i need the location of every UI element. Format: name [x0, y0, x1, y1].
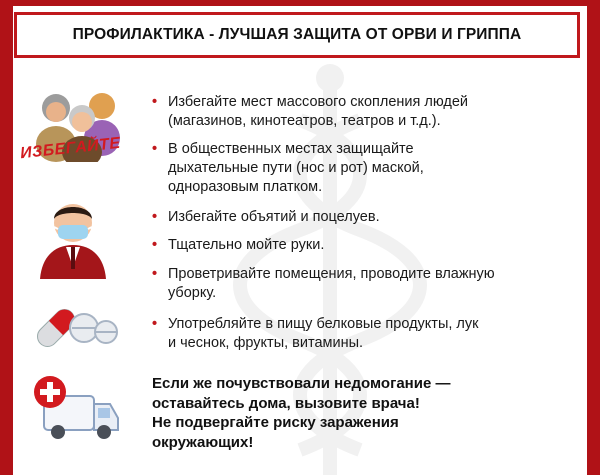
stamp-avoid: ИЗБЕГАЙТЕ: [19, 134, 122, 163]
frame-top: [0, 0, 600, 6]
item-text: Избегайте объятий и поцелуев.: [168, 209, 380, 225]
final-warning: [152, 374, 572, 452]
bullet-icon: •: [152, 209, 158, 225]
list-item-nutrition: [152, 315, 584, 353]
final-line: Если же почувствовали недомогание —: [152, 375, 451, 392]
ambulance-icon: [32, 372, 122, 444]
list-item-mask: [152, 140, 584, 197]
item-text: Избегайте мест массового скопления людей: [168, 94, 469, 110]
final-line: оставайтесь дома, вызовите врача!: [152, 394, 420, 412]
item-text: Проветривайте помещения, проводите влажную: [168, 266, 495, 282]
bullet-icon: •: [152, 94, 158, 110]
page-title: ПРОФИЛАКТИКА - ЛУЧШАЯ ЗАЩИТА ОТ ОРВИ И ГРИППА: [72, 26, 522, 43]
item-text: одноразовым платком.: [168, 179, 323, 195]
list-item-crowds: [152, 93, 584, 131]
item-text: В общественных местах защищайте: [168, 141, 414, 157]
item-text: уборку.: [168, 285, 217, 301]
item-text: Употребляйте в пищу белковые продукты, лук: [168, 316, 479, 332]
final-line: Не подвергайте риску заражения: [152, 414, 399, 431]
list-item-hugs: [152, 208, 584, 227]
pills-icon: [32, 298, 118, 356]
bullet-icon: •: [152, 141, 158, 157]
item-text: Тщательно мойте руки.: [168, 237, 325, 253]
bullet-icon: •: [152, 316, 158, 332]
title-box: [14, 12, 580, 58]
bullet-icon: •: [152, 237, 158, 253]
frame-left: [0, 0, 13, 475]
list-item-ventilate: [152, 265, 584, 303]
item-text: дыхательные пути (нос и рот) маской,: [168, 160, 424, 176]
frame-right: [587, 0, 600, 475]
item-text: и чеснок, фрукты, витамины.: [168, 335, 364, 351]
item-text: (магазинов, кинотеатров, театров и т.д.).: [168, 113, 441, 129]
final-line: окружающих!: [152, 433, 254, 451]
list-item-handwash: [152, 236, 584, 255]
masked-doctor-icon: [36, 195, 110, 279]
bullet-icon: •: [152, 266, 158, 282]
